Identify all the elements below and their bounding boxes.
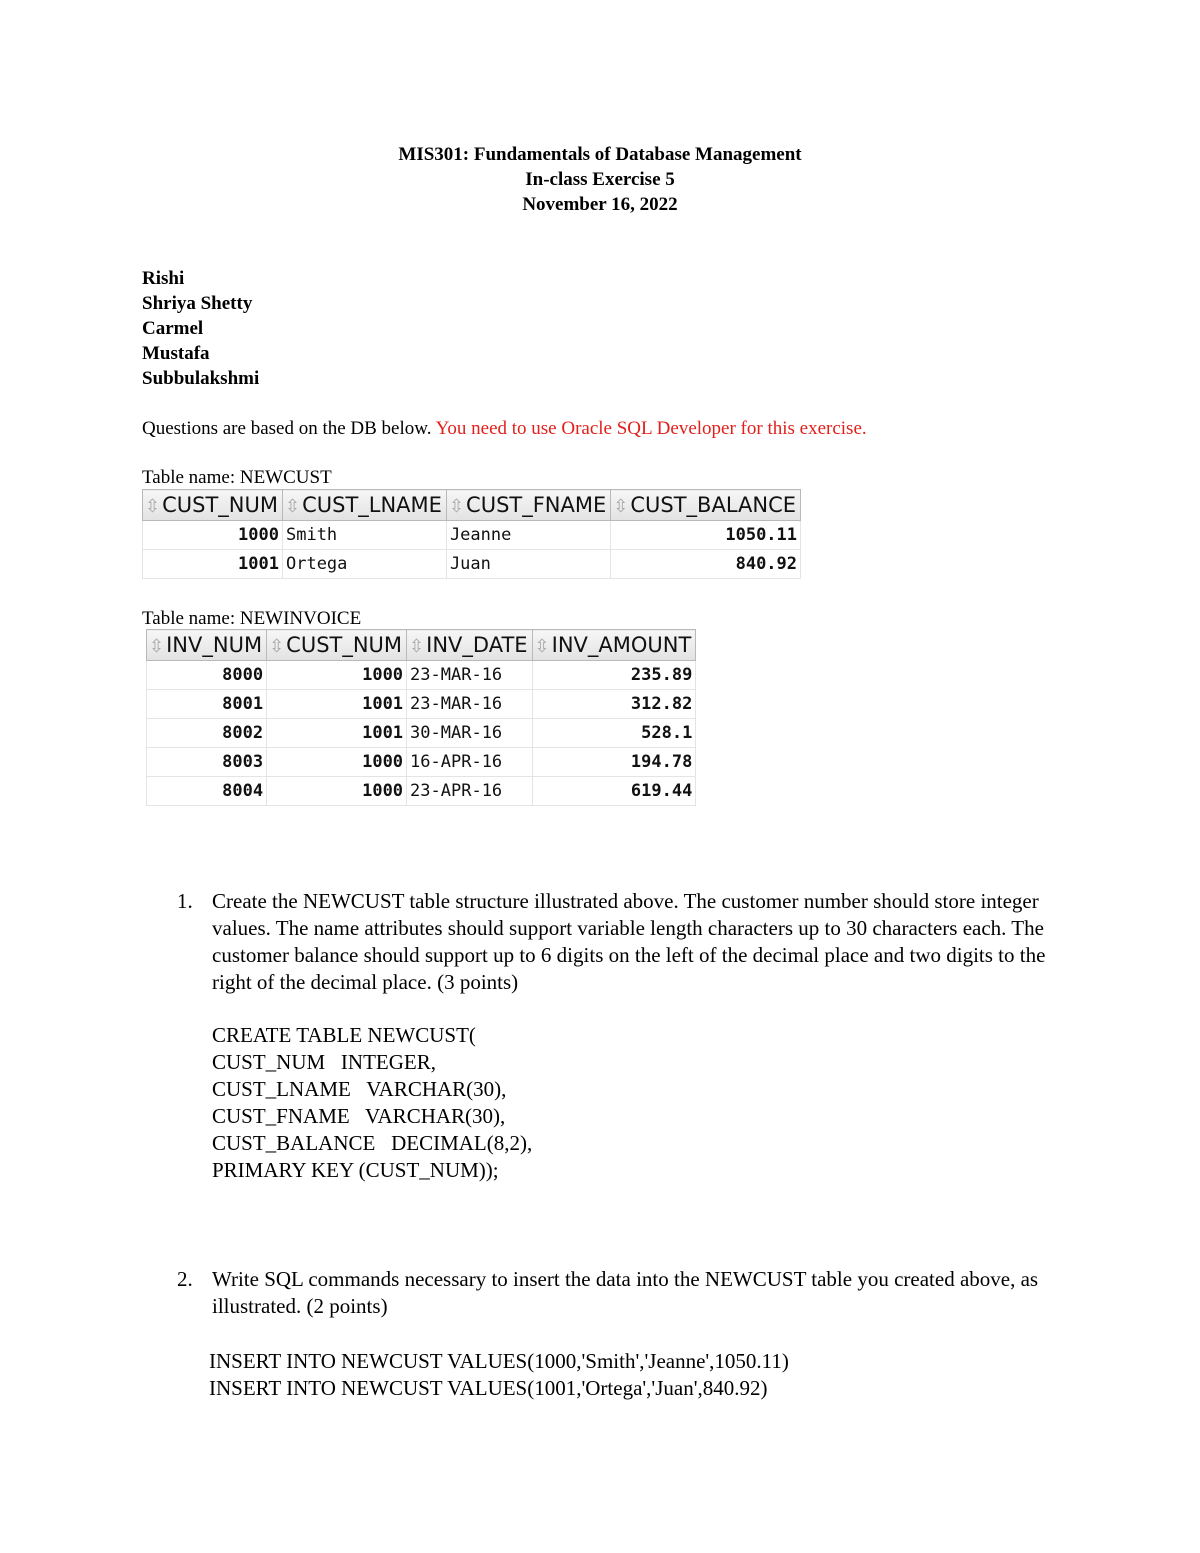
question-number: 1. — [177, 889, 193, 913]
table-cell[interactable]: 8002 — [147, 719, 267, 748]
table-cell[interactable]: 840.92 — [611, 550, 801, 579]
table-cell[interactable]: 1001 — [267, 690, 407, 719]
table-cell[interactable]: Jeanne — [446, 521, 610, 550]
code-line: PRIMARY KEY (CUST_NUM)); — [212, 1158, 499, 1182]
intro-highlight: You need to use Oracle SQL Developer for this exercise. — [435, 418, 867, 439]
table-cell[interactable]: 8000 — [147, 661, 267, 690]
table-row[interactable] — [143, 521, 801, 550]
author-name: Mustafa — [142, 343, 210, 364]
table-row[interactable] — [147, 661, 696, 690]
code-line: CREATE TABLE NEWCUST( — [212, 1023, 476, 1047]
table-cell[interactable]: 1000 — [267, 661, 407, 690]
sort-icon[interactable]: ⇳ — [534, 636, 550, 657]
table-cell[interactable]: Juan — [446, 550, 610, 579]
newinvoice-table — [146, 629, 696, 806]
table-cell[interactable]: 194.78 — [532, 748, 696, 777]
course-title: MIS301: Fundamentals of Database Management — [398, 144, 802, 165]
sort-icon[interactable]: ⇳ — [409, 636, 425, 657]
author-list — [142, 266, 259, 391]
table-cell[interactable]: 1000 — [267, 777, 407, 806]
column-header[interactable]: ⇳INV_NUM — [147, 630, 267, 661]
code-line: CUST_BALANCE DECIMAL(8,2), — [212, 1131, 533, 1155]
table-cell[interactable]: 23-MAR-16 — [407, 661, 533, 690]
sort-icon[interactable]: ⇳ — [284, 496, 301, 517]
table-cell[interactable]: 1000 — [267, 748, 407, 777]
code-line: CUST_NUM INTEGER, — [212, 1050, 436, 1074]
table-cell[interactable]: 23-APR-16 — [407, 777, 533, 806]
intro-text: Questions are based on the DB below. — [142, 418, 436, 439]
intro-paragraph — [142, 416, 867, 441]
column-header[interactable]: ⇳INV_AMOUNT — [532, 630, 696, 661]
table-cell[interactable]: 1001 — [143, 550, 283, 579]
newcust-table — [142, 489, 801, 579]
author-name: Shriya Shetty — [142, 293, 253, 314]
table-cell[interactable]: 1050.11 — [611, 521, 801, 550]
column-header[interactable]: ⇳CUST_NUM — [267, 630, 407, 661]
table-row[interactable] — [147, 748, 696, 777]
column-header[interactable]: ⇳CUST_BALANCE — [611, 490, 801, 521]
table-row[interactable] — [147, 690, 696, 719]
code-line: CUST_FNAME VARCHAR(30), — [212, 1104, 506, 1128]
table-header-row — [147, 630, 696, 661]
question-number: 2. — [177, 1267, 193, 1291]
code-line: INSERT INTO NEWCUST VALUES(1000,'Smith','Jeanne',1050.11) — [209, 1349, 789, 1373]
sort-icon[interactable]: ⇳ — [613, 496, 629, 517]
column-header[interactable]: ⇳INV_DATE — [407, 630, 533, 661]
table-cell[interactable]: 8001 — [147, 690, 267, 719]
table-cell[interactable]: 23-MAR-16 — [407, 690, 533, 719]
column-header[interactable]: ⇳CUST_NUM — [143, 490, 283, 521]
exercise-title: In-class Exercise 5 — [525, 169, 675, 190]
table-row[interactable] — [147, 719, 696, 748]
column-header[interactable]: ⇳CUST_LNAME — [282, 490, 446, 521]
code-line: INSERT INTO NEWCUST VALUES(1001,'Ortega','Juan',840.92) — [209, 1376, 768, 1400]
answer-sql — [209, 1348, 789, 1402]
table-cell[interactable]: 312.82 — [532, 690, 696, 719]
table-cell[interactable]: 235.89 — [532, 661, 696, 690]
answer-sql — [212, 1022, 532, 1184]
column-header[interactable]: ⇳CUST_FNAME — [446, 490, 610, 521]
question-text: Write SQL commands necessary to insert the data into the NEWCUST table you created above, as illustrated. (2 points) — [212, 1267, 1039, 1318]
question-text: Create the NEWCUST table structure illustrated above. The customer number should store integer values. The name attributes should support variable length characters up to 30 characters each. The customer balance should support up to 6 digits on the left of the decimal place and two digits to the right of the decimal place. (3 points) — [212, 889, 1046, 994]
sort-icon[interactable]: ⇳ — [269, 636, 285, 657]
table-cell[interactable]: 16-APR-16 — [407, 748, 533, 777]
table-cell[interactable]: 30-MAR-16 — [407, 719, 533, 748]
table-cell[interactable]: 528.1 — [532, 719, 696, 748]
newcust-table-label: Table name: NEWCUST — [142, 467, 332, 488]
table-cell[interactable]: 1000 — [143, 521, 283, 550]
table-row[interactable] — [147, 777, 696, 806]
sort-icon[interactable]: ⇳ — [145, 496, 161, 517]
exercise-date: November 16, 2022 — [522, 194, 678, 215]
table-header-row — [143, 490, 801, 521]
sort-icon[interactable]: ⇳ — [149, 636, 165, 657]
table-cell[interactable]: 8004 — [147, 777, 267, 806]
table-cell[interactable]: Ortega — [282, 550, 446, 579]
table-cell[interactable]: 1001 — [267, 719, 407, 748]
table-cell[interactable]: 8003 — [147, 748, 267, 777]
table-cell[interactable]: 619.44 — [532, 777, 696, 806]
newinvoice-table-label: Table name: NEWINVOICE — [142, 608, 362, 629]
author-name: Rishi — [142, 268, 185, 289]
code-line: CUST_LNAME VARCHAR(30), — [212, 1077, 507, 1101]
sort-icon[interactable]: ⇳ — [448, 496, 465, 517]
table-cell[interactable]: Smith — [282, 521, 446, 550]
document-header — [0, 142, 1200, 217]
author-name: Subbulakshmi — [142, 368, 260, 389]
author-name: Carmel — [142, 318, 204, 339]
table-row[interactable] — [143, 550, 801, 579]
